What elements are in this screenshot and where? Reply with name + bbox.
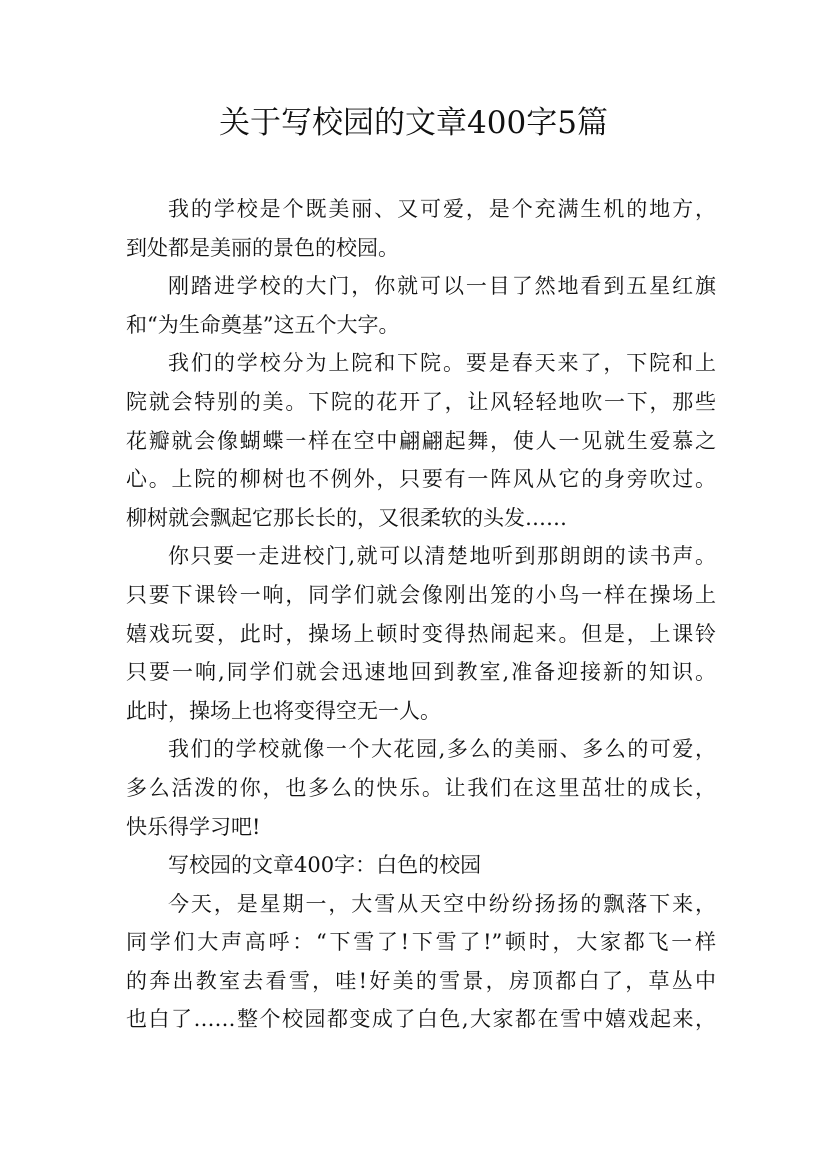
text-line: 嬉戏玩耍，此时，操场上顿时变得热闹起来。但是，上课铃 [126, 621, 716, 646]
text-line: 到处都是美丽的景色的校园。 [126, 235, 399, 260]
text-line: 也白了……整个校园都变成了白色,大家都在雪中嬉戏起来， [126, 1007, 716, 1032]
text-line: 今天，是星期一，大雪从天空中纷纷扬扬的飘落下来， [168, 891, 716, 916]
document-body [126, 190, 716, 1039]
text-line: 我们的学校就像一个大花园,多么的美丽、多么的可爱， [168, 737, 716, 762]
text-line: 只要一响,同学们就会迅速地回到教室,准备迎接新的知识。 [126, 660, 716, 685]
text-line: 院就会特别的美。下院的花开了，让风轻轻地吹一下，那些 [126, 389, 716, 414]
text-line: 和“为生命奠基”这五个大字。 [126, 312, 400, 337]
text-line: 花瓣就会像蝴蝶一样在空中翩翩起舞，使人一见就生爱慕之 [126, 428, 716, 453]
text-line: 此时，操场上也将变得空无一人。 [126, 698, 441, 723]
text-line: 刚踏进学校的大门，你就可以一目了然地看到五星红旗 [168, 274, 716, 299]
text-line: 多么活泼的你，也多么的快乐。让我们在这里茁壮的成长， [126, 775, 716, 800]
text-line: 只要下课铃一响，同学们就会像刚出笼的小鸟一样在操场上 [126, 582, 716, 607]
text-line: 写校园的文章400字：白色的校园 [168, 853, 482, 878]
text-line: 我们的学校分为上院和下院。要是春天来了，下院和上 [168, 351, 716, 376]
text-line: 心。上院的柳树也不例外，只要有一阵风从它的身旁吹过。 [126, 467, 716, 492]
document-title: 关于写校园的文章400字5篇 [219, 105, 608, 141]
text-line: 同学们大声高呼：“下雪了!下雪了!”顿时，大家都飞一样 [126, 930, 716, 955]
text-line: 我的学校是个既美丽、又可爱，是个充满生机的地方， [168, 197, 716, 221]
text-line: 你只要一走进校门,就可以清楚地听到那朗朗的读书声。 [168, 544, 716, 569]
text-line: 的奔出教室去看雪，哇!好美的雪景，房顶都白了，草丛中 [126, 968, 716, 993]
text-line: 快乐得学习吧! [126, 814, 261, 839]
text-line: 柳树就会飘起它那长长的，又很柔软的头发…… [126, 505, 567, 530]
